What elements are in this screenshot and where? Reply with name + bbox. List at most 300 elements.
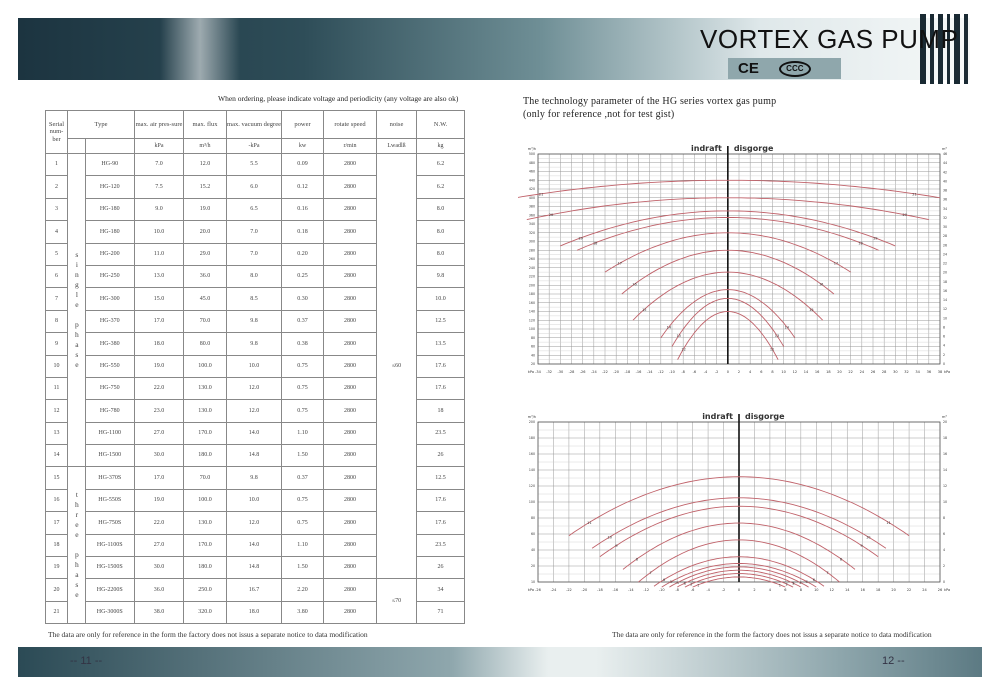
x-tick: 16 (814, 370, 820, 374)
table-row (46, 154, 465, 176)
power-cell: 0.38 (282, 333, 324, 355)
flux-cell: 45.0 (184, 288, 227, 310)
serial-cell: 8 (46, 310, 68, 332)
x-tick: -8 (675, 588, 679, 592)
air-cell: 38.0 (135, 601, 184, 623)
series-label: 11 (587, 520, 592, 525)
flux-cell: 12.0 (184, 154, 227, 176)
series-label: 9 (860, 543, 863, 548)
x-tick: -18 (596, 588, 603, 592)
right-tick: 20 (943, 420, 948, 424)
series-label: 5 (669, 580, 673, 585)
series-label: 4 (676, 580, 679, 585)
vacuum-cell: 12.0 (227, 512, 282, 534)
x-tick: -26 (535, 588, 541, 592)
right-tick: 12 (943, 484, 948, 488)
y-tick: 10 (530, 580, 535, 584)
nw-cell: 17.6 (417, 489, 465, 511)
left-unit: m³/h (527, 415, 536, 419)
type-cell: HG-180 (85, 221, 135, 243)
series-label: 19 (578, 236, 583, 241)
x-tick: 18 (826, 370, 831, 374)
series-label: 13 (774, 334, 780, 339)
right-tick: 22 (943, 261, 948, 266)
speed-cell: 2800 (324, 265, 377, 287)
chart-title (523, 96, 776, 121)
air-cell: 30.0 (135, 557, 184, 579)
speed-cell: 2800 (324, 198, 377, 220)
x-tick: 4 (749, 370, 752, 374)
type-cell: HG-370 (85, 310, 135, 332)
x-tick: 18 (875, 588, 881, 592)
type-cell: HG-120 (85, 176, 135, 198)
x-tick: 12 (829, 588, 835, 592)
speed-cell: 2800 (324, 489, 377, 511)
flux-cell: 130.0 (184, 400, 227, 422)
series-label: 6 (663, 578, 666, 583)
three-phase-label: three phase (68, 467, 86, 624)
y-tick: 360 (528, 213, 535, 218)
y-tick: 20 (530, 362, 535, 366)
speed-cell: 2800 (324, 467, 377, 489)
air-cell: 18.0 (135, 333, 184, 355)
series-label: 7 (826, 571, 829, 576)
power-cell: 3.80 (282, 601, 324, 623)
y-tick: 40 (530, 548, 535, 552)
unit-air: kPa (135, 139, 184, 154)
speed-cell: 2800 (324, 377, 377, 399)
nw-cell: 8.0 (417, 198, 465, 220)
serial-cell: 21 (46, 601, 68, 623)
page-number-right: 12 -- (882, 655, 905, 667)
x-tick: 38 (937, 370, 943, 374)
unit-flux: m³/h (184, 139, 227, 154)
y-tick: 500 (528, 152, 535, 156)
nw-cell: 6.2 (417, 176, 465, 198)
flux-cell: 100.0 (184, 489, 227, 511)
x-tick: 26 (937, 588, 943, 592)
vacuum-cell: 7.0 (227, 243, 282, 265)
power-cell: 0.20 (282, 243, 324, 265)
series-label: 16 (818, 282, 824, 287)
flux-cell: 130.0 (184, 377, 227, 399)
power-cell: 0.25 (282, 265, 324, 287)
right-tick: 44 (943, 161, 948, 166)
serial-cell: 2 (46, 176, 68, 198)
vacuum-cell: 12.0 (227, 377, 282, 399)
power-cell: 0.12 (282, 176, 324, 198)
series-label: 12 (681, 347, 686, 352)
y-tick: 300 (528, 239, 535, 244)
x-tick: 8 (799, 588, 802, 592)
right-tick: 6 (943, 334, 946, 339)
y-tick: 160 (528, 300, 535, 305)
flux-cell: 100.0 (184, 355, 227, 377)
series-label: 6 (812, 578, 815, 583)
x-tick: 24 (859, 370, 865, 374)
x-tick: 22 (848, 370, 853, 374)
right-tick: 24 (943, 252, 948, 257)
y-tick: 220 (528, 274, 535, 279)
x-tick: 2 (753, 588, 756, 592)
chart-title-line2: (only for reference ,not for test gist) (523, 108, 675, 120)
right-tick: 6 (943, 532, 946, 536)
x-tick: -2 (714, 370, 719, 374)
right-tick: 38 (943, 188, 948, 193)
right-tick: 8 (943, 325, 946, 330)
y-tick: 280 (528, 248, 535, 253)
type-cell: HG-380 (85, 333, 135, 355)
y-tick: 240 (528, 265, 535, 270)
y-tick: 380 (528, 204, 535, 209)
x-unit-left: kPa (527, 588, 534, 592)
x-tick: -24 (550, 588, 557, 592)
x-tick: -4 (706, 588, 710, 592)
type-cell: HG-1500S (85, 557, 135, 579)
left-unit: m³/h (527, 147, 536, 151)
parameter-table (45, 110, 465, 624)
serial-cell: 3 (46, 198, 68, 220)
y-tick: 20 (530, 564, 535, 568)
col-nw: N.W. (417, 111, 465, 139)
nw-cell: 17.6 (417, 512, 465, 534)
serial-cell: 6 (46, 265, 68, 287)
type-cell: HG-780 (85, 400, 135, 422)
y-tick: 440 (528, 178, 535, 183)
x-tick: 10 (814, 588, 819, 592)
flux-cell: 20.0 (184, 221, 227, 243)
unit-power: kw (282, 139, 324, 154)
power-cell: 0.09 (282, 154, 324, 176)
vacuum-cell: 9.8 (227, 310, 282, 332)
nw-cell: 18 (417, 400, 465, 422)
right-tick: 10 (943, 316, 948, 321)
series-label: 5 (805, 580, 809, 585)
type-cell: HG-1500 (85, 445, 135, 467)
series-label: 2 (785, 582, 788, 587)
noise-cell-2: ≤70 (377, 579, 417, 624)
type-cell: HG-3000S (85, 601, 135, 623)
order-note: When ordering, please indicate voltage and periodicity (any voltage are also ok) (218, 94, 459, 103)
type-cell: HG-550S (85, 489, 135, 511)
serial-cell: 20 (46, 579, 68, 601)
type-cell: HG-750S (85, 512, 135, 534)
y-tick: 60 (530, 344, 535, 349)
series-label: 19 (872, 236, 878, 241)
serial-cell: 1 (46, 154, 68, 176)
series-label: 4 (799, 580, 802, 585)
right-tick: 18 (943, 436, 948, 440)
series-label: 8 (635, 557, 639, 562)
indraft-label: indraft (702, 412, 733, 421)
chart-title-line1: The technology parameter of the HG series vortex gas pump (523, 96, 777, 107)
ce-mark: CE (738, 60, 759, 77)
x-tick: 6 (760, 370, 763, 374)
x-tick: -2 (721, 588, 726, 592)
x-tick: 8 (771, 370, 774, 374)
y-tick: 120 (528, 484, 535, 488)
speed-cell: 2800 (324, 512, 377, 534)
nw-cell: 10.0 (417, 288, 465, 310)
vacuum-cell: 14.0 (227, 534, 282, 556)
x-tick: -12 (657, 370, 664, 374)
air-cell: 22.0 (135, 512, 184, 534)
serial-cell: 9 (46, 333, 68, 355)
x-tick: 0 (726, 370, 729, 374)
page-title: VORTEX GAS PUMP (700, 24, 959, 54)
col-speed: rotate speed (324, 111, 377, 139)
type-cell: HG-1100S (85, 534, 135, 556)
type-cell: HG-200 (85, 243, 135, 265)
series-label: 11 (886, 520, 891, 525)
type-cell: HG-90 (85, 154, 135, 176)
flux-cell: 130.0 (184, 512, 227, 534)
nw-cell: 17.6 (417, 377, 465, 399)
x-tick: -14 (646, 370, 653, 374)
y-tick: 400 (528, 195, 535, 200)
nw-cell: 12.5 (417, 310, 465, 332)
speed-cell: 2800 (324, 557, 377, 579)
x-tick: 28 (881, 370, 887, 374)
y-tick: 180 (528, 292, 535, 296)
x-tick: 0 (737, 588, 741, 592)
x-tick: -12 (643, 588, 650, 592)
nw-cell: 34 (417, 579, 465, 601)
type-cell: HG-2200S (85, 579, 135, 601)
y-tick: 100 (528, 327, 535, 331)
series-label: 7 (649, 571, 652, 576)
y-tick: 180 (528, 436, 535, 440)
air-cell: 19.0 (135, 489, 184, 511)
x-tick: 20 (837, 370, 842, 374)
series-label: 1 (778, 583, 781, 588)
x-tick: -6 (690, 588, 695, 592)
vacuum-cell: 10.0 (227, 489, 282, 511)
x-tick: -14 (627, 588, 634, 592)
speed-cell: 2800 (324, 601, 377, 623)
unit-noise: Lwadlß (377, 139, 417, 154)
right-tick: 4 (943, 548, 946, 552)
x-tick: -18 (624, 370, 631, 374)
x-tick: 2 (737, 370, 741, 374)
series-label: 20 (548, 213, 554, 218)
right-tick: 30 (943, 225, 948, 230)
right-tick: 0 (943, 580, 946, 584)
nw-cell: 9.8 (417, 265, 465, 287)
flux-cell: 70.0 (184, 310, 227, 332)
series-label: 13 (676, 334, 681, 339)
speed-cell: 2800 (324, 176, 377, 198)
right-tick: 42 (943, 170, 948, 175)
flux-cell: 170.0 (184, 534, 227, 556)
series-label: 16 (632, 282, 637, 287)
x-unit-right: kPa (944, 370, 951, 374)
series-label: 10 (607, 535, 612, 540)
series-label: 21 (912, 192, 917, 197)
speed-cell: 2800 (324, 445, 377, 467)
power-cell: 0.30 (282, 288, 324, 310)
power-cell: 1.10 (282, 422, 324, 444)
air-cell: 11.0 (135, 243, 184, 265)
y-tick: 340 (528, 222, 535, 226)
vacuum-cell: 6.5 (227, 198, 282, 220)
x-tick: 14 (844, 588, 850, 592)
x-tick: -32 (546, 370, 553, 374)
x-tick: 4 (768, 588, 772, 592)
x-tick: -6 (692, 370, 697, 374)
col-serial: Serial num-ber (46, 111, 68, 154)
flux-cell: 180.0 (184, 445, 227, 467)
x-tick: 24 (922, 588, 927, 592)
x-tick: -34 (535, 370, 541, 374)
vacuum-cell: 16.7 (227, 579, 282, 601)
right-tick: 14 (943, 468, 948, 472)
col-vacuum: max. vacuum degree (227, 111, 282, 139)
flux-cell: 250.0 (184, 579, 227, 601)
y-tick: 160 (528, 452, 535, 456)
air-cell: 10.0 (135, 221, 184, 243)
series-label: 18 (592, 241, 598, 246)
certification-badges (728, 58, 841, 79)
serial-cell: 13 (46, 422, 68, 444)
vacuum-cell: 8.0 (227, 265, 282, 287)
y-tick: 80 (530, 516, 535, 520)
right-tick: 34 (943, 206, 948, 211)
x-tick: -28 (568, 370, 575, 374)
nw-cell: 8.0 (417, 243, 465, 265)
right-tick: 4 (943, 343, 946, 348)
col-air: max. air pres-sure (135, 111, 184, 139)
x-tick: 20 (891, 588, 896, 592)
series-label: 9 (615, 543, 618, 548)
type-cell: HG-550 (85, 355, 135, 377)
right-tick: 12 (943, 307, 948, 312)
serial-cell: 12 (46, 400, 68, 422)
nw-cell: 71 (417, 601, 465, 623)
x-tick: -16 (635, 370, 642, 374)
nw-cell: 23.5 (417, 422, 465, 444)
air-cell: 9.0 (135, 198, 184, 220)
flux-cell: 170.0 (184, 422, 227, 444)
y-tick: 140 (528, 309, 535, 314)
y-tick: 420 (528, 187, 535, 191)
col-noise: noise (377, 111, 417, 139)
vacuum-cell: 5.5 (227, 154, 282, 176)
speed-cell: 2800 (324, 534, 377, 556)
x-tick: 12 (792, 370, 798, 374)
type-cell: HG-300 (85, 288, 135, 310)
y-tick: 100 (528, 500, 535, 504)
vacuum-cell: 18.0 (227, 601, 282, 623)
nw-cell: 13.5 (417, 333, 465, 355)
right-tick: 26 (943, 243, 948, 248)
power-cell: 0.16 (282, 198, 324, 220)
type-cell: HG-370S (85, 467, 135, 489)
indraft-label: indraft (691, 144, 722, 153)
x-tick: 36 (926, 370, 932, 374)
serial-cell: 19 (46, 557, 68, 579)
y-tick: 320 (528, 230, 535, 235)
air-cell: 17.0 (135, 467, 184, 489)
flux-cell: 320.0 (184, 601, 227, 623)
right-tick: 2 (943, 564, 946, 568)
nw-cell: 12.5 (417, 467, 465, 489)
right-tick: 40 (943, 179, 948, 184)
air-cell: 17.0 (135, 310, 184, 332)
page-footer-band (18, 647, 982, 677)
flux-cell: 29.0 (184, 243, 227, 265)
ccc-mark: CCC (779, 61, 811, 77)
vacuum-cell: 9.8 (227, 467, 282, 489)
right-tick: 16 (943, 452, 948, 456)
right-tick: 28 (943, 234, 948, 239)
nw-cell: 6.2 (417, 154, 465, 176)
footnote-left: The data are only for reference in the form the factory does not issus a separate notice to data modification (48, 630, 368, 639)
speed-cell: 2800 (324, 422, 377, 444)
serial-cell: 16 (46, 489, 68, 511)
air-cell: 30.0 (135, 445, 184, 467)
power-cell: 1.10 (282, 534, 324, 556)
vacuum-cell: 10.0 (227, 355, 282, 377)
speed-cell: 2800 (324, 355, 377, 377)
x-tick: -10 (669, 370, 675, 374)
serial-cell: 7 (46, 288, 68, 310)
header-highlight (160, 18, 240, 80)
unit-vacuum: -kPa (227, 139, 282, 154)
flux-cell: 36.0 (184, 265, 227, 287)
right-tick: 8 (943, 516, 946, 520)
x-tick: 32 (904, 370, 909, 374)
type-cell: HG-180 (85, 198, 135, 220)
type-cell: HG-1100 (85, 422, 135, 444)
y-tick: 120 (528, 318, 535, 323)
right-tick: 10 (943, 500, 948, 504)
series-label: 8 (839, 557, 843, 562)
x-tick: -24 (590, 370, 597, 374)
x-tick: -20 (581, 588, 588, 592)
serial-cell: 15 (46, 467, 68, 489)
power-cell: 1.50 (282, 557, 324, 579)
right-tick: 18 (943, 279, 948, 284)
nw-cell: 26 (417, 557, 465, 579)
y-tick: 140 (528, 468, 535, 472)
right-tick: 36 (943, 197, 948, 202)
vacuum-cell: 14.0 (227, 422, 282, 444)
right-tick: 32 (943, 215, 948, 220)
air-cell: 27.0 (135, 422, 184, 444)
vacuum-cell: 12.0 (227, 400, 282, 422)
serial-cell: 5 (46, 243, 68, 265)
x-tick: -26 (579, 370, 586, 374)
x-tick: -22 (602, 370, 608, 374)
grid (538, 154, 940, 364)
air-cell: 27.0 (135, 534, 184, 556)
series-label: 18 (858, 241, 863, 246)
vacuum-cell: 14.8 (227, 445, 282, 467)
serial-cell: 17 (46, 512, 68, 534)
serial-cell: 11 (46, 377, 68, 399)
power-cell: 0.75 (282, 377, 324, 399)
x-tick: -10 (658, 588, 665, 592)
unit-speed: r/min (324, 139, 377, 154)
x-tick: 6 (784, 588, 787, 592)
right-tick: 2 (943, 352, 946, 357)
x-unit-left: kPa (527, 370, 534, 374)
power-cell: 2.20 (282, 579, 324, 601)
power-cell: 0.75 (282, 400, 324, 422)
right-tick: 0 (943, 362, 946, 366)
series-label: 14 (784, 325, 790, 330)
